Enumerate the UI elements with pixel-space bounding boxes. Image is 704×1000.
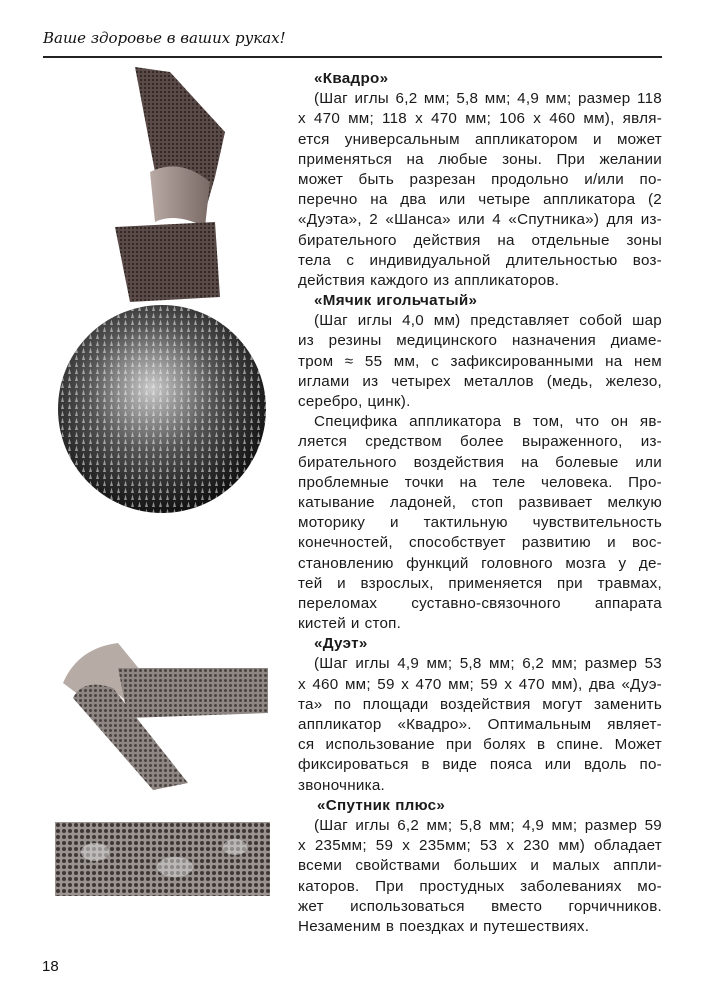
text-line: конечностей, способствует развитию и вос- (298, 534, 662, 552)
needle-ball-image (52, 298, 272, 520)
text-line: Специфика аппликатора в том, что он яв- (314, 413, 662, 431)
header-rule (43, 56, 662, 58)
text-line: бирательного действия на отдельные зоны (298, 231, 662, 249)
text-line: х 470 мм; 118 х 470 мм; 106 х 460 мм), явля- (298, 110, 662, 128)
text-line: (Шаг иглы 4,9 мм; 5,8 мм; 6,2 мм; размер 53 (314, 655, 662, 673)
text-line: применяться на любые зоны. При желании (298, 150, 662, 168)
text-line: аппликатор «Квадро». Оптимальным являет- (298, 716, 662, 733)
text-line: (Шаг иглы 4,0 мм) представляет собой шар (314, 312, 662, 330)
section-title: «Дуэт» (314, 635, 368, 653)
text-line: х 460 мм; 59 х 470 мм; 59 х 470 мм), два «Дуэ- (298, 675, 662, 693)
section-title: «Спутник плюс» (317, 796, 446, 814)
text-line: тела с индивидуальной длительностью воз- (298, 251, 662, 269)
text-line: ется универсальным аппликатором и может (298, 130, 662, 148)
text-line: из резины медицинского назначения диаме- (298, 332, 662, 350)
section-title: «Квадро» (314, 70, 389, 87)
section-title: «Мячик игольчатый» (314, 292, 478, 310)
text-line: серебро, цинк). (298, 393, 411, 410)
text-line: действия каждого из аппликаторов. (298, 271, 560, 289)
text-line: Незаменим в поездках и путешествиях. (298, 917, 590, 935)
text-line: иглами из четырех металлов (медь, железо, (298, 372, 662, 390)
text-line: фиксироваться в виде пояса или вдоль по- (298, 756, 662, 774)
text-line: каторов. При простудных заболеваниях мо- (298, 877, 662, 895)
text-line: та» по площади воздействия могут заменить (298, 695, 662, 713)
text-line: (Шаг иглы 6,2 мм; 5,8 мм; 4,9 мм; размер 59 (314, 816, 662, 834)
text-line: жет использоваться вместо горчичников. (298, 897, 662, 915)
text-line: может быть разрезан продольно и/или по- (298, 170, 662, 188)
text-line: перечно на два или четыре аппликатора (2 (298, 191, 662, 209)
text-line: тей и взрослых, применяется при травмах, (298, 574, 662, 592)
text-line: кистей и стоп. (298, 615, 402, 633)
text-line: ся использование при болях в спине. Может (298, 736, 662, 754)
sputnik-plus-applicator-image (55, 822, 270, 896)
text-line: тром ≈ 55 мм, с зафиксированными на нем (298, 352, 662, 370)
text-line: всеми свойствами больших и малых аппли- (298, 857, 662, 875)
text-line: ляется средством более выраженного, из- (298, 433, 662, 451)
text-line: (Шаг иглы 6,2 мм; 5,8 мм; 4,9 мм; размер 118 (314, 90, 662, 108)
running-head: Ваше здоровье в ваших руках! (43, 29, 286, 47)
text-line: переломах суставно-связочного аппарата (298, 594, 662, 612)
kvadro-applicator-image (95, 62, 235, 302)
text-line: моторику и тактильную чувствительность (298, 514, 662, 532)
text-line: «Дуэта», 2 «Шанса» или 4 «Спутника») для из- (298, 211, 662, 229)
text-line: бирательного воздействия на болевые или (298, 453, 662, 471)
text-line: звоночника. (298, 776, 385, 794)
duet-applicator-image (58, 628, 273, 793)
text-line: проблемные точки на теле человека. Про- (298, 473, 662, 491)
text-line: становлению функций головного мозга у де- (298, 554, 662, 572)
page-number: 18 (42, 958, 59, 975)
text-line: катывание ладоней, стоп развивает мелкую (298, 493, 662, 511)
text-column (298, 69, 662, 937)
text-line: х 235мм; 59 х 235мм; 53 х 230 мм) обладает (298, 837, 662, 855)
